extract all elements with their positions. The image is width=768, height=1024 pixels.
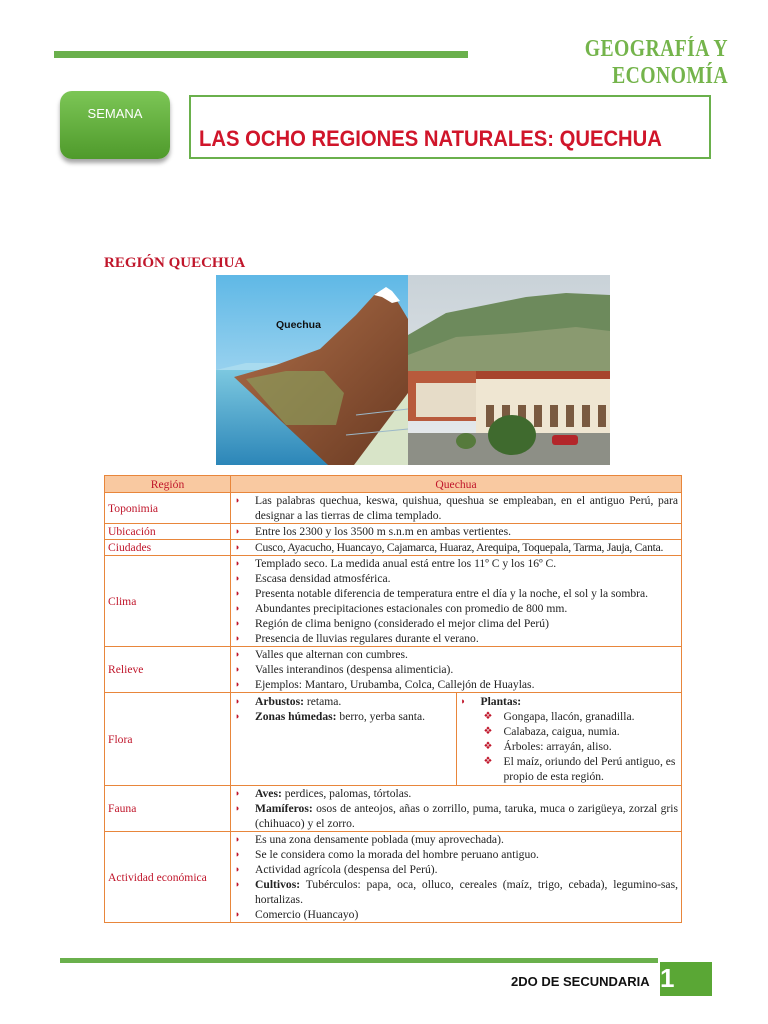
sub-list-item: ❖ Gongapa, llacón, granadilla. bbox=[484, 709, 679, 724]
sub-list-item: ❖ El maíz, oriundo del Perú antiguo, es propio de esta región. bbox=[484, 754, 679, 784]
row-label: Clima bbox=[105, 556, 231, 647]
table-row-flora bbox=[105, 693, 682, 786]
table-row-relieve bbox=[105, 647, 682, 693]
semana-label: SEMANA bbox=[87, 106, 143, 121]
lesson-title-box bbox=[189, 95, 711, 159]
semana-badge bbox=[60, 91, 170, 159]
flora-columns bbox=[231, 693, 681, 785]
quechua-region-illustration bbox=[216, 275, 610, 465]
fauna-list bbox=[234, 786, 678, 831]
row-label: Flora bbox=[105, 693, 231, 786]
list-item: ◗ Zonas húmedas: berro, yerba santa. bbox=[234, 709, 453, 724]
clima-list bbox=[234, 556, 678, 646]
list-item: ◗ Plantas: bbox=[460, 694, 679, 709]
region-info-table bbox=[104, 475, 682, 923]
table-row-clima bbox=[105, 556, 682, 647]
flora-left bbox=[231, 693, 456, 785]
list-item: ◗ Es una zona densamente poblada (muy aprovechada). bbox=[234, 832, 678, 847]
photo-car bbox=[552, 435, 578, 445]
list-item: ◗ Entre los 2300 y los 3500 m s.n.m en ambas vertientes. bbox=[234, 524, 678, 539]
page-number: 1 bbox=[660, 963, 675, 993]
table-header-row bbox=[105, 476, 682, 493]
table-row-actividad bbox=[105, 832, 682, 923]
row-label: Toponimia bbox=[105, 493, 231, 524]
flora-right bbox=[456, 693, 682, 785]
header-region: Región bbox=[105, 476, 231, 493]
section-heading: REGIÓN QUECHUA bbox=[104, 255, 246, 271]
list-item: ◗ Cultivos: Tubérculos: papa, oca, olluco, cereales (maíz, trigo, cebada), legumino-sas, hortalizas. bbox=[234, 877, 678, 907]
plantas-list bbox=[484, 709, 679, 784]
toponimia-list bbox=[234, 493, 678, 523]
lesson-title: LAS OCHO REGIONES NATURALES: QUECHUA bbox=[199, 126, 662, 151]
row-label: Fauna bbox=[105, 786, 231, 832]
table-row-toponimia bbox=[105, 493, 682, 524]
list-item: ◗ Actividad agrícola (despensa del Perú). bbox=[234, 862, 678, 877]
bottom-green-rule bbox=[60, 958, 658, 963]
table-row-ubicacion bbox=[105, 524, 682, 540]
list-item: ◗ Comercio (Huancayo) bbox=[234, 907, 678, 922]
list-item: ◗ Ejemplos: Mantaro, Urubamba, Colca, Callejón de Huaylas. bbox=[234, 677, 678, 692]
list-item: ◗ Mamíferos: osos de anteojos, añas o zorrillo, puma, taruka, muca o zarigüeya, zorzal gris (chihuaco) y el zorro. bbox=[234, 801, 678, 831]
photo-building bbox=[416, 383, 476, 417]
photo-arcade-roof bbox=[476, 371, 610, 379]
table-row-fauna bbox=[105, 786, 682, 832]
top-green-rule bbox=[54, 51, 468, 58]
list-item: ◗ Cusco, Ayacucho, Huancayo, Cajamarca, Huaraz, Arequipa, Toquepala, Tarma, Jauja, Canta. bbox=[234, 540, 678, 555]
list-item: ◗ Valles que alternan con cumbres. bbox=[234, 647, 678, 662]
sub-list-item: ❖ Calabaza, caigua, numia. bbox=[484, 724, 679, 739]
list-item: ◗ Abundantes precipitaciones estacionales con promedio de 800 mm. bbox=[234, 601, 678, 616]
list-item: ◗ Valles interandinos (despensa alimenticia). bbox=[234, 662, 678, 677]
list-item: ◗ Se le considera como la morada del hombre peruano antiguo. bbox=[234, 847, 678, 862]
list-item: ◗ Región de clima benigno (considerado el mejor clima del Perú) bbox=[234, 616, 678, 631]
table-row-ciudades bbox=[105, 540, 682, 556]
photo-tree bbox=[488, 415, 536, 455]
row-label: Relieve bbox=[105, 647, 231, 693]
actividad-list bbox=[234, 832, 678, 922]
list-item: ◗ Templado seco. La medida anual está entre los 11º C y los 16º C. bbox=[234, 556, 678, 571]
list-item: ◗ Aves: perdices, palomas, tórtolas. bbox=[234, 786, 678, 801]
page-number-box bbox=[660, 962, 712, 996]
subject-title: GEOGRAFÍA Y ECONOMÍA bbox=[584, 36, 728, 89]
row-label: Ubicación bbox=[105, 524, 231, 540]
photo-bush bbox=[456, 433, 476, 449]
grade-label: 2DO DE SECUNDARIA bbox=[511, 974, 650, 989]
list-item: ◗ Escasa densidad atmosférica. bbox=[234, 571, 678, 586]
list-item: ◗ Las palabras quechua, keswa, quishua, queshua se empleaban, en el antiguo Perú, para designar a las tierras de clima templado. bbox=[234, 493, 678, 523]
list-item: ◗ Presenta notable diferencia de temperatura entre el día y la noche, el sol y la sombra. bbox=[234, 586, 678, 601]
illustration-svg bbox=[216, 275, 610, 465]
row-label: Actividad económica bbox=[105, 832, 231, 923]
sub-list-item: ❖ Árboles: arrayán, aliso. bbox=[484, 739, 679, 754]
relieve-list bbox=[234, 647, 678, 692]
list-item: ◗ Presencia de lluvias regulares durante el verano. bbox=[234, 631, 678, 646]
list-item: ◗ Arbustos: retama. bbox=[234, 694, 453, 709]
header-quechua: Quechua bbox=[231, 476, 682, 493]
row-label: Ciudades bbox=[105, 540, 231, 556]
diagram-label-quechua: Quechua bbox=[276, 319, 321, 331]
